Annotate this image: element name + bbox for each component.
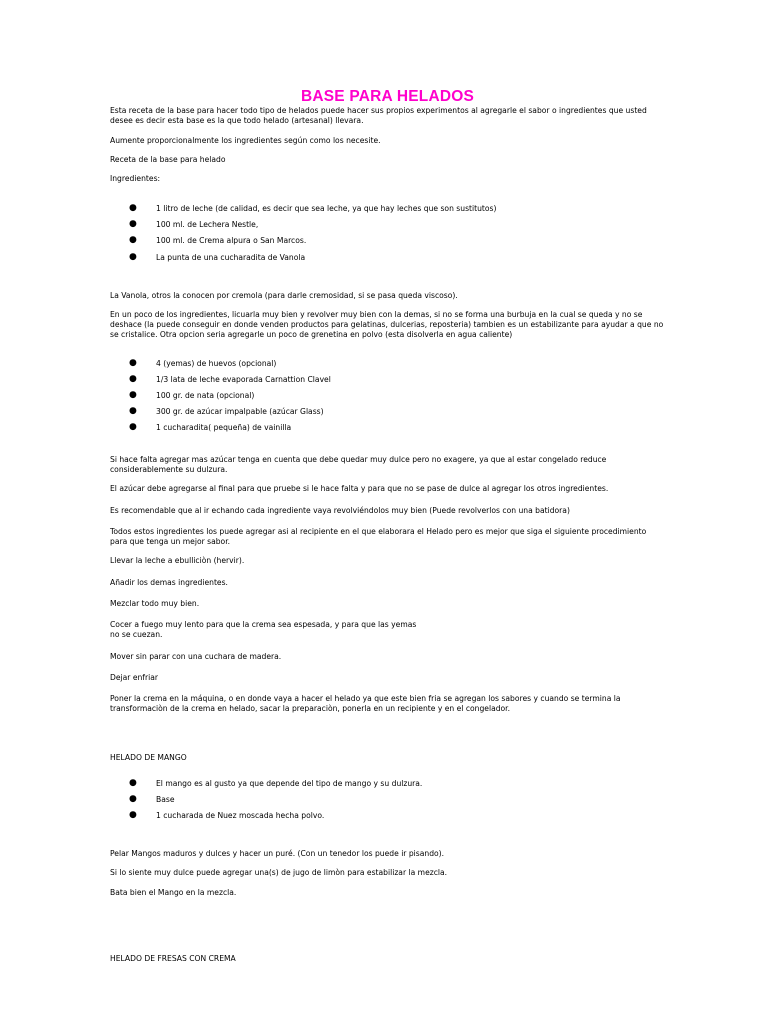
bullet-icon: ● xyxy=(129,389,137,400)
list-item: ● 1 cucharada de Nuez moscada hecha polvo. xyxy=(129,810,325,821)
bullet-icon: ● xyxy=(129,777,137,788)
paragraph-poner: Poner la crema en la máquina, o en donde vaya a hacer el helado ya que este bien fria se agregan los sabores y cuando se termina la transformaciòn de la crema en helado, sacar la preparaciòn, ponerla en un recipiente y en el congelador. xyxy=(110,694,621,714)
bullet-icon: ● xyxy=(129,219,137,230)
paragraph-si-siente: Si lo siente muy dulce puede agregar una(s) de jugo de limòn para estabilizar la mezcla. xyxy=(110,868,448,878)
bullet-icon: ● xyxy=(129,357,137,368)
bullet-icon: ● xyxy=(129,235,137,246)
heading-helado-mango: HELADO DE MANGO xyxy=(110,752,187,762)
list-item: ● La punta de una cucharadita de Vanola xyxy=(129,251,306,262)
intro-paragraph: Esta receta de la base para hacer todo tipo de helados puede hacer sus propios experimentos al agregarle el sabor o ingredientes que usted desee es decir esta base es la que todo helado (artesanal) llevara. xyxy=(110,106,647,126)
paragraph-vanola: La Vanola, otros la conocen por cremola (para darle cremosidad, si se pasa queda viscoso). xyxy=(110,290,458,300)
paragraph-anadir: Añadir los demas ingredientes. xyxy=(110,577,228,587)
paragraph-todos: Todos estos ingredientes los puede agregar asi al recipiente en el que elaborara el Helado pero es mejor que siga el siguiente procedimiento para que tenga un mejor sabor. xyxy=(110,526,647,547)
paragraph-receta: Receta de la base para helado xyxy=(110,154,226,164)
mango-list xyxy=(110,779,665,821)
list-item: ● Base xyxy=(129,794,175,805)
ingredient-list-2 xyxy=(110,359,665,433)
bullet-icon: ● xyxy=(129,794,137,805)
cocer-line-1: Cocer a fuego muy lento para que la crema sea espesada, y para que las yemas xyxy=(110,620,417,630)
paragraph-aumente: Aumente proporcionalmente los ingredientes según como los necesite. xyxy=(110,135,381,145)
list-item: ● 4 (yemas) de huevos (opcional) xyxy=(129,357,277,368)
paragraph-mover: Mover sin parar con una cuchara de madera. xyxy=(110,651,282,661)
document-page xyxy=(110,88,665,964)
paragraph-llevar: Llevar la leche a ebulliciòn (hervir). xyxy=(110,556,245,566)
list-item: ● 1 litro de leche (de calidad, es decir que sea leche, ya que hay leches que son sustitutos) xyxy=(129,203,497,214)
list-item: ● 100 ml. de Crema alpura o San Marcos. xyxy=(129,235,307,246)
ingredient-list-1 xyxy=(110,204,665,262)
list-item: ● 1/3 lata de leche evaporada Carnattion Clavel xyxy=(129,373,331,384)
page-title: BASE PARA HELADOS xyxy=(300,88,475,105)
paragraph-dejar: Dejar enfriar xyxy=(110,672,158,682)
paragraph-si-hace: Si hace falta agregar mas azúcar tenga en cuenta que debe quedar muy dulce pero no exagere, ya que al estar congelado reduce considerablemente su dulzura. xyxy=(110,454,607,475)
bullet-icon: ● xyxy=(129,810,137,821)
paragraph-recomendable: Es recomendable que al ir echando cada ingrediente vaya revolviéndolos muy bien (Puede revolverlos con una batidora) xyxy=(110,505,570,515)
paragraph-poco: En un poco de los ingredientes, licuarla muy bien y revolver muy bien con la demas, si no se forma una burbuja en la cual se queda y no se deshace (la puede conseguir en donde venden productos para gelatinas, dulcerias, reposteria) tambien es un estabilizante para ayudar a que no se cristalice. Otra opcion seria agregarle un poco de grenetina en polvo (esta disolverla en agua caliente) xyxy=(110,309,664,340)
paragraph-bata: Bata bien el Mango en la mezcla. xyxy=(110,887,237,897)
bullet-icon: ● xyxy=(129,405,137,416)
heading-helado-fresas: HELADO DE FRESAS CON CREMA xyxy=(110,953,236,963)
bullet-icon: ● xyxy=(129,373,137,384)
paragraph-cocer xyxy=(110,620,665,641)
paragraph-mezclar: Mezclar todo muy bien. xyxy=(110,598,200,608)
bullet-icon: ● xyxy=(129,203,137,214)
cocer-line-2: no se cuezan. xyxy=(110,630,163,640)
paragraph-azucar: El azúcar debe agregarse al final para que pruebe si le hace falta y para que no se pase de dulce al agregar los otros ingredientes. xyxy=(110,484,609,494)
paragraph-ingredientes: Ingredientes: xyxy=(110,174,161,184)
paragraph-pelar: Pelar Mangos maduros y dulces y hacer un puré. (Con un tenedor los puede ir pisando). xyxy=(110,849,445,859)
list-item: ● 100 ml. de Lechera Nestle, xyxy=(129,219,259,230)
list-item: ● 300 gr. de azúcar impalpable (azúcar Glass) xyxy=(129,405,324,416)
list-item: ● 100 gr. de nata (opcional) xyxy=(129,389,255,400)
list-item: ● El mango es al gusto ya que depende del tipo de mango y su dulzura. xyxy=(129,777,423,788)
list-item: ● 1 cucharadita( pequeña) de vainilla xyxy=(129,421,292,432)
bullet-icon: ● xyxy=(129,421,137,432)
bullet-icon: ● xyxy=(129,251,137,262)
